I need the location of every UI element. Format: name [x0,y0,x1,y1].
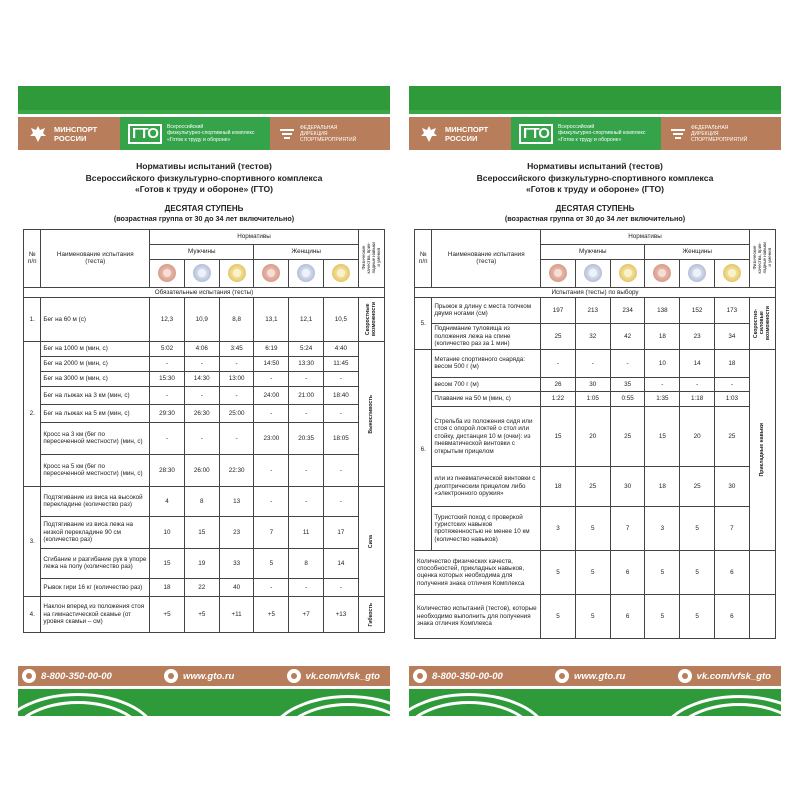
norm-value: 34 [715,323,750,349]
norm-value: 13:00 [219,371,254,386]
norm-value: - [254,454,289,486]
page-title [18,161,390,196]
norm-value: 10 [150,516,185,548]
row-number: 5. [415,297,432,349]
norm-value: 10,5 [324,297,359,341]
norm-value: 8 [184,486,219,516]
norm-value: 7 [610,506,645,550]
table-row [24,422,385,454]
directorate-logo [661,117,781,150]
test-name: Бег на 1000 м (мин, с) [41,341,150,356]
norm-value: 10 [645,349,680,377]
norm-value: 5 [575,506,610,550]
table-row [24,596,385,632]
norm-value: 5 [680,506,715,550]
table-row [24,486,385,516]
table-row [24,297,385,341]
norm-value: 3 [645,506,680,550]
gto-mark: ГТО [128,124,162,144]
gto-logo [120,117,270,150]
title-line-1: Нормативы испытаний (тестов) [136,161,272,171]
footer-site[interactable] [555,669,625,683]
table-row [24,516,385,548]
table-row [24,371,385,386]
norm-value: 138 [645,297,680,323]
bronze-badge-icon [254,259,289,287]
norm-value: 18 [541,466,576,506]
phone-text: 8-800-350-00-00 [41,670,112,682]
norm-value: 29:30 [150,404,185,422]
norm-value: - [289,404,324,422]
norm-value: +7 [289,596,324,632]
norm-value: 13:30 [289,356,324,371]
age-group: (возрастная группа от 30 до 34 лет включительно) [504,213,686,223]
quality-category: Прикладные навыки [749,349,775,550]
quality-category: Гибкость [358,596,384,632]
summary-empty [749,550,775,594]
summary-value: 6 [610,594,645,638]
row-number: 2. [24,341,41,486]
norm-value: 14:30 [184,371,219,386]
norm-value: +5 [150,596,185,632]
phone-icon [22,669,36,683]
norm-value: +11 [219,596,254,632]
table-row [24,404,385,422]
norm-value: 173 [715,297,750,323]
title-line-2: Всероссийского физкультурно-спортивного комплекса [476,172,714,183]
minsport-text: МИНСПОРТ РОССИИ [445,124,489,143]
norm-value: 20 [680,406,715,466]
col-header-nn: № п/п [415,229,432,287]
norm-value: 3 [541,506,576,550]
norm-value: 13,1 [254,297,289,341]
logo-bar [409,117,781,150]
norm-value: - [541,349,576,377]
vk-link[interactable]: vk.com/vfsk_gto [305,670,380,682]
norm-value: - [575,349,610,377]
summary-row [415,594,776,638]
logo-bar [18,117,390,150]
norm-value: - [184,356,219,371]
norm-value: 26 [541,377,576,391]
table-row [415,349,776,377]
silver-badge-icon [289,259,324,287]
stage-title: ДЕСЯТАЯ СТУПЕНЬ [164,203,244,213]
norm-value: - [150,356,185,371]
summary-value: 5 [645,594,680,638]
eagle-emblem-icon [419,124,439,144]
gold-badge-icon [610,259,645,287]
norms-page-left [18,86,390,716]
eagle-emblem-icon [28,124,48,144]
footer-vk[interactable] [678,669,771,683]
test-name: Бег на 2000 м (мин, с) [41,356,150,371]
norm-value: 0:55 [610,391,645,406]
test-name: Плавание на 50 м (мин, с) [432,391,541,406]
norm-value: - [219,386,254,404]
table-row [415,297,776,323]
phone-text: 8-800-350-00-00 [432,670,503,682]
norm-value: - [254,404,289,422]
norm-value: 6:19 [254,341,289,356]
norm-value: 12,1 [289,297,324,341]
norm-value: 14:50 [254,356,289,371]
norm-value: 3:45 [219,341,254,356]
globe-icon [555,669,569,683]
norm-value: - [324,578,359,596]
quality-category: Скоростные возможности [358,297,384,341]
norm-value: 22:30 [219,454,254,486]
table-row [24,548,385,578]
row-number: 3. [24,486,41,596]
col-header-test: Наименование испытания (теста) [41,229,150,287]
directorate-icon [669,126,687,142]
norm-value: +13 [324,596,359,632]
norm-value: 21:00 [289,386,324,404]
norm-value: 12,3 [150,297,185,341]
minsport-text: МИНСПОРТ РОССИИ [54,124,98,143]
norm-value: 14 [680,349,715,377]
norm-value: 25:00 [219,404,254,422]
table-row [415,391,776,406]
test-name: Бег на 60 м (с) [41,297,150,341]
table-row [415,506,776,550]
gto-text: Всероссийский физкультурно-спортивный комплекс «Готов к труду и обороне» [557,124,646,143]
col-header-quality: Физические качества, прик- ладные навыки и умения [749,229,775,287]
test-name: Подтягивание из виса лежа на низкой перекладине 90 см (количество раз) [41,516,150,548]
summary-value: 5 [680,550,715,594]
norm-value: 25 [541,323,576,349]
norm-value: 5:02 [150,341,185,356]
norm-value: 23 [680,323,715,349]
col-header-test: Наименование испытания (теста) [432,229,541,287]
summary-value: 6 [715,550,750,594]
norm-value: 17 [324,516,359,548]
norm-value: +5 [184,596,219,632]
norm-value: - [324,486,359,516]
directorate-icon [278,126,296,142]
norm-value: 30 [610,466,645,506]
test-name: Наклон вперед из положения стоя на гимнастической скамье (от уровня скамьи – см) [41,596,150,632]
norm-value: - [150,422,185,454]
norm-value: 42 [610,323,645,349]
norm-value: 30 [575,377,610,391]
site-link[interactable]: www.gto.ru [573,670,626,682]
norm-value: - [184,386,219,404]
col-header-women: Женщины [645,244,749,259]
page-title [409,161,781,196]
bronze-badge-icon [150,259,185,287]
silver-badge-icon [184,259,219,287]
norm-value: 15 [184,516,219,548]
summary-row [415,550,776,594]
title-line-3: «Готов к труду и обороне» (ГТО) [525,184,665,194]
norm-value: 8,8 [219,297,254,341]
top-green-band [18,86,390,114]
test-name: Сгибание и разгибание рук в упоре лежа на полу (количество раз) [41,548,150,578]
footer-bar [409,666,781,686]
minsport-logo [18,117,120,150]
norm-value: - [184,422,219,454]
gold-badge-icon [324,259,359,287]
norm-value: 15 [150,548,185,578]
summary-name: Количество испытаний (тестов), которые необходимо выполнить для получения знака отличия Комплекса [415,594,541,638]
summary-value: 5 [541,550,576,594]
test-name: Стрельба из положения сидя или стоя с опорой локтей о стол или стойку, дистанция 10 м (очки): из пневматической винтовки с открытым прицелом [432,406,541,466]
table-row [415,323,776,349]
norms-table-left [23,229,385,633]
directorate-text: ФЕДЕРАЛЬНАЯ ДИРЕКЦИЯ СПОРТМЕРОПРИЯТИЙ [300,124,357,143]
footer-site[interactable] [164,669,234,683]
norm-value: 152 [680,297,715,323]
norm-value: - [289,578,324,596]
row-number: 6. [415,349,432,550]
bronze-badge-icon [541,259,576,287]
silver-badge-icon [680,259,715,287]
test-name: Бег на лыжах на 5 км (мин, с) [41,404,150,422]
directorate-logo [270,117,390,150]
norm-value: 5 [254,548,289,578]
vk-link[interactable]: vk.com/vfsk_gto [696,670,771,682]
norm-value: 15:30 [150,371,185,386]
norm-value: 25 [575,466,610,506]
norm-value: 1:05 [575,391,610,406]
gold-badge-icon [219,259,254,287]
norm-value: - [219,356,254,371]
norm-value: - [150,386,185,404]
norm-value: 15 [541,406,576,466]
norm-value: - [289,371,324,386]
norm-value: 28:30 [150,454,185,486]
norm-value: 26:30 [184,404,219,422]
norm-value: 18 [715,349,750,377]
table-row [24,356,385,371]
row-number: 1. [24,297,41,341]
col-header-norms: Нормативы [541,229,750,244]
norm-value: 5:24 [289,341,324,356]
col-header-men: Мужчины [150,244,254,259]
test-name: Кросс на 5 км (бег по пересеченной местности) (мин, с) [41,454,150,486]
norm-value: 234 [610,297,645,323]
bottom-green-band [409,689,781,716]
norm-value: 15 [645,406,680,466]
title-line-1: Нормативы испытаний (тестов) [527,161,663,171]
summary-value: 5 [645,550,680,594]
norms-page-right [409,86,781,716]
globe-icon [164,669,178,683]
norm-value: 1:03 [715,391,750,406]
norm-value: 11 [289,516,324,548]
silver-badge-icon [575,259,610,287]
test-name: Кросс на 3 км (бег по пересеченной местности) (мин, с) [41,422,150,454]
summary-name: Количество физических качеств, способностей, прикладных навыков, оценка которых необходима для получения знака отличия Комплекса [415,550,541,594]
norm-value: 4:06 [184,341,219,356]
gold-badge-icon [715,259,750,287]
test-name: Туристский поход с проверкой туристских навыков протяженностью не менее 10 км (количество навыков) [432,506,541,550]
footer-bar [18,666,390,686]
norm-value: 18 [645,466,680,506]
title-line-2: Всероссийского физкультурно-спортивного комплекса [85,172,323,183]
norm-value: +5 [254,596,289,632]
norm-value: 35 [610,377,645,391]
table-row [415,466,776,506]
norm-value: 25 [610,406,645,466]
norms-table-right [414,229,776,639]
norm-value: 213 [575,297,610,323]
table-row [24,341,385,356]
table-row [24,578,385,596]
table-row [24,386,385,404]
norm-value: 23 [219,516,254,548]
stage-title: ДЕСЯТАЯ СТУПЕНЬ [555,203,635,213]
gto-text: Всероссийский физкультурно-спортивный комплекс «Готов к труду и обороне» [166,124,255,143]
bronze-badge-icon [645,259,680,287]
table-row [415,406,776,466]
norm-value: 13 [219,486,254,516]
norm-value: 1:18 [680,391,715,406]
test-name: Рывок гири 16 кг (количество раз) [41,578,150,596]
norm-value: 18:05 [324,422,359,454]
norm-value: - [254,486,289,516]
footer-phone [413,669,503,683]
norm-value: 30 [715,466,750,506]
quality-category: Сила [358,486,384,596]
col-header-women: Женщины [254,244,358,259]
norm-value: - [680,377,715,391]
norm-value: - [324,404,359,422]
norm-value: 20 [575,406,610,466]
norm-value: 4 [150,486,185,516]
norm-value: 7 [715,506,750,550]
norm-value: 18 [645,323,680,349]
norm-value: - [289,486,324,516]
site-link[interactable]: www.gto.ru [182,670,235,682]
footer-phone [22,669,112,683]
norm-value: - [715,377,750,391]
norm-value: 14 [324,548,359,578]
minsport-logo [409,117,511,150]
norm-value: - [324,371,359,386]
norm-value: - [324,454,359,486]
col-header-nn: № п/п [24,229,41,287]
table-row [24,454,385,486]
norm-value: 1:22 [541,391,576,406]
summary-value: 5 [575,594,610,638]
vk-icon [287,669,301,683]
summary-value: 5 [541,594,576,638]
phone-icon [413,669,427,683]
test-name: или из пневматической винтовки с диоптрическим прицелом либо «электронного оружия» [432,466,541,506]
test-name: Метание спортивного снаряда: весом 500 г (м) [432,349,541,377]
norm-value: 7 [254,516,289,548]
norm-value: 197 [541,297,576,323]
norm-value: 11:45 [324,356,359,371]
footer-vk[interactable] [287,669,380,683]
norm-value: 23:00 [254,422,289,454]
norm-value: 32 [575,323,610,349]
gto-mark: ГТО [519,124,553,144]
norm-value: 25 [715,406,750,466]
summary-value: 6 [610,550,645,594]
norm-value: 10,9 [184,297,219,341]
row-number: 4. [24,596,41,632]
directorate-text: ФЕДЕРАЛЬНАЯ ДИРЕКЦИЯ СПОРТМЕРОПРИЯТИЙ [691,124,748,143]
gto-logo [511,117,661,150]
summary-value: 5 [680,594,715,638]
bottom-green-band [18,689,390,716]
test-name: Подтягивание из виса на высокой перекладине (количество раз) [41,486,150,516]
test-name: Прыжок в длину с места толчком двумя ногами (см) [432,297,541,323]
norm-value: - [254,578,289,596]
norm-value: 26:00 [184,454,219,486]
test-name: весом 700 г (м) [432,377,541,391]
norm-value: 25 [680,466,715,506]
top-green-band [409,86,781,114]
norm-value: 19 [184,548,219,578]
col-header-quality: Физические качества, прик- ладные навыки и умения [358,229,384,287]
test-name: Поднимание туловища из положения лежа на спине (количество раз за 1 мин) [432,323,541,349]
norm-value: 18:40 [324,386,359,404]
norm-value: 33 [219,548,254,578]
norm-value: 20:35 [289,422,324,454]
col-header-norms: Нормативы [150,229,359,244]
section-header: Испытания (тесты) по выбору [415,287,776,297]
norm-value: 24:00 [254,386,289,404]
norm-value: 8 [289,548,324,578]
summary-value: 6 [715,594,750,638]
summary-empty [749,594,775,638]
norm-value: - [289,454,324,486]
test-name: Бег на 3000 м (мин, с) [41,371,150,386]
norm-value: 40 [219,578,254,596]
norm-value: 22 [184,578,219,596]
norm-value: 1:35 [645,391,680,406]
norm-value: 4:40 [324,341,359,356]
norm-value: - [645,377,680,391]
age-group: (возрастная группа от 30 до 34 лет включительно) [113,213,295,223]
norm-value: - [254,371,289,386]
norm-value: 18 [150,578,185,596]
summary-value: 5 [575,550,610,594]
table-row [415,377,776,391]
norm-value: - [219,422,254,454]
col-header-men: Мужчины [541,244,645,259]
norm-value: - [610,349,645,377]
quality-category: Скоростно- силовые возможности [749,297,775,349]
section-header: Обязательные испытания (тесты) [24,287,385,297]
title-line-3: «Готов к труду и обороне» (ГТО) [134,184,274,194]
vk-icon [678,669,692,683]
quality-category: Выносливость [358,341,384,486]
test-name: Бег на лыжах на 3 км (мин, с) [41,386,150,404]
